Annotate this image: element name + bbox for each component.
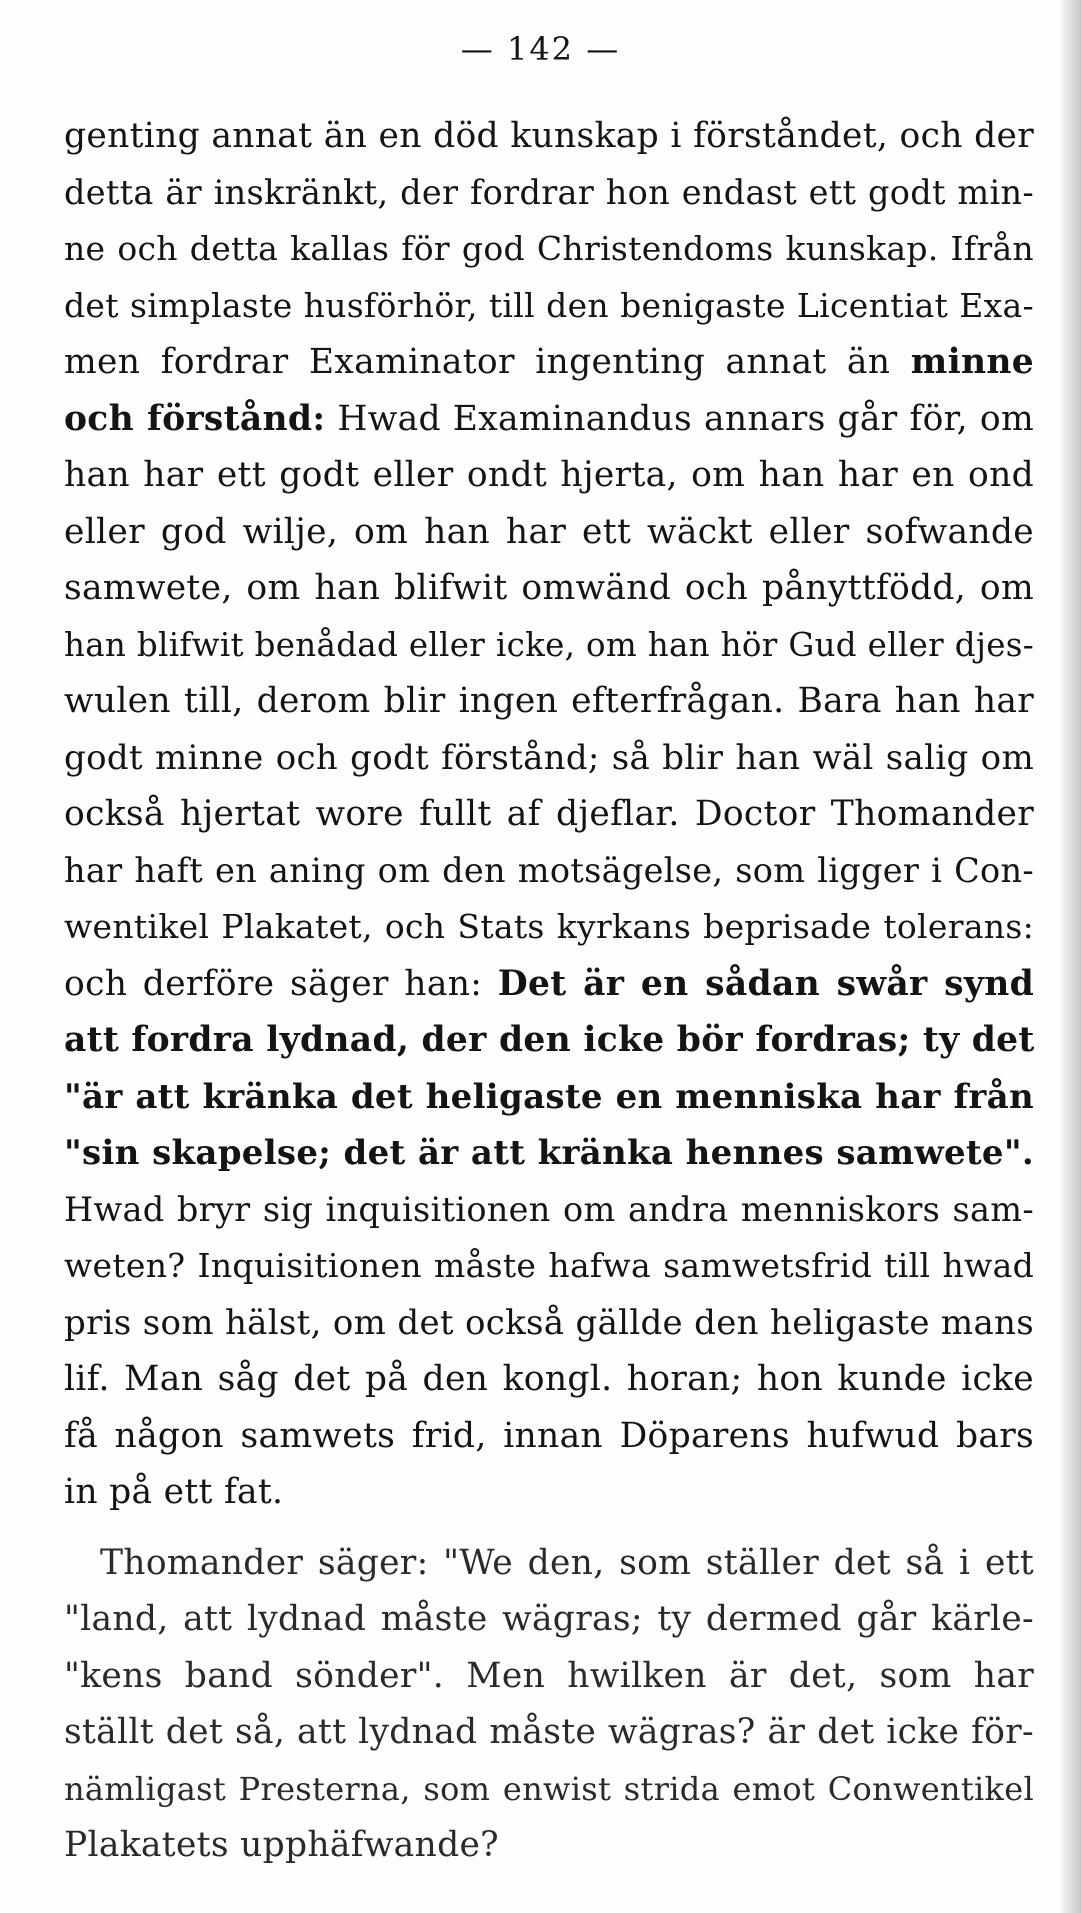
- page-number: — 142 —: [460, 30, 621, 68]
- text-line: pris som hälst, om det också gällde den heligaste mans: [64, 1302, 1034, 1343]
- emphasis-line: "är att kränka det heligaste en menniska har från: [64, 1076, 1034, 1117]
- text-line: weten? Inquisitionen måste hafwa samwetsfrid till hwad: [64, 1246, 1034, 1285]
- text-line: det simplaste husförhör, till den benigaste Licentiat Exa-: [64, 285, 1034, 325]
- body-text: [64, 108, 1034, 1874]
- emphasis-line: "sin skapelse; det är att kränka hennes samwete".: [64, 1133, 1034, 1173]
- emphasis-line: att fordra lydnad, der den icke bör fordras; ty det: [64, 1020, 1035, 1060]
- text-line: samwete, om han blifwit omwänd och pånyttfödd, om: [64, 568, 1034, 608]
- text-line: Hwad bryr sig inquisitionen om andra menniskors sam-: [64, 1189, 1034, 1229]
- text-line: Plakatets upphäfwande?: [64, 1825, 499, 1865]
- text-line: har haft en aning om den motsägelse, som ligger i Con-: [64, 850, 1034, 890]
- text-line: ne och detta kallas för god Christendoms kunskap. Ifrån: [64, 229, 1034, 268]
- text-line: Thomander säger: "We den, som ställer det så i ett: [100, 1542, 1034, 1583]
- text-span: men fordrar Examinator ingenting annat än: [64, 342, 891, 382]
- text-line: också hjertat wore fullt af djeflar. Doctor Thomander: [64, 794, 1034, 834]
- text-line: eller god wilje, om han har ett wäckt eller sofwande: [64, 511, 1034, 552]
- text-span: och derföre säger han:: [64, 963, 483, 1004]
- text-line: wentikel Plakatet, och Stats kyrkans beprisade tolerans:: [64, 907, 1034, 946]
- page-edge-shadow: [1059, 0, 1081, 1913]
- text-line: detta är inskränkt, der fordrar hon endast ett godt min-: [64, 172, 1034, 212]
- text-line: in på ett fat.: [64, 1472, 284, 1512]
- emphasis-span: Det är en sådan swår synd: [497, 963, 1035, 1004]
- text-line: lif. Man såg det på den kongl. horan; hon kunde icke: [64, 1359, 1034, 1399]
- text-line-mixed: [64, 956, 1034, 1013]
- text-line-mixed: [64, 391, 1034, 448]
- text-span: Hwad Examinandus annars går för, om: [337, 398, 1034, 439]
- text-line: nämligast Presterna, som enwist strida emot Conwentikel: [64, 1769, 1034, 1808]
- text-line: "kens band sönder". Men hwilken är det, som har: [64, 1655, 1034, 1696]
- text-line: få någon samwets frid, innan Döparens hufwud bars: [64, 1415, 1034, 1456]
- text-line: han har ett godt eller ondt hjerta, om han har en ond: [64, 455, 1034, 495]
- text-line: ställt det så, att lydnad måste wägras? är det icke för-: [64, 1712, 1034, 1752]
- text-line: genting annat än en död kunskap i förståndet, och der: [64, 116, 1034, 156]
- text-line: "land, att lydnad måste wägras; ty dermed går kärle-: [64, 1599, 1034, 1639]
- emphasis-span: och förstånd:: [64, 398, 326, 439]
- text-line: han blifwit benådad eller icke, om han hör Gud eller djes-: [64, 625, 1034, 664]
- text-line-mixed: [64, 334, 1034, 391]
- text-line: wulen till, derom blir ingen efterfrågan. Bara han har: [64, 681, 1034, 721]
- emphasis-span: minne: [910, 342, 1034, 382]
- text-line: godt minne och godt förstånd; så blir han wäl salig om: [64, 737, 1034, 778]
